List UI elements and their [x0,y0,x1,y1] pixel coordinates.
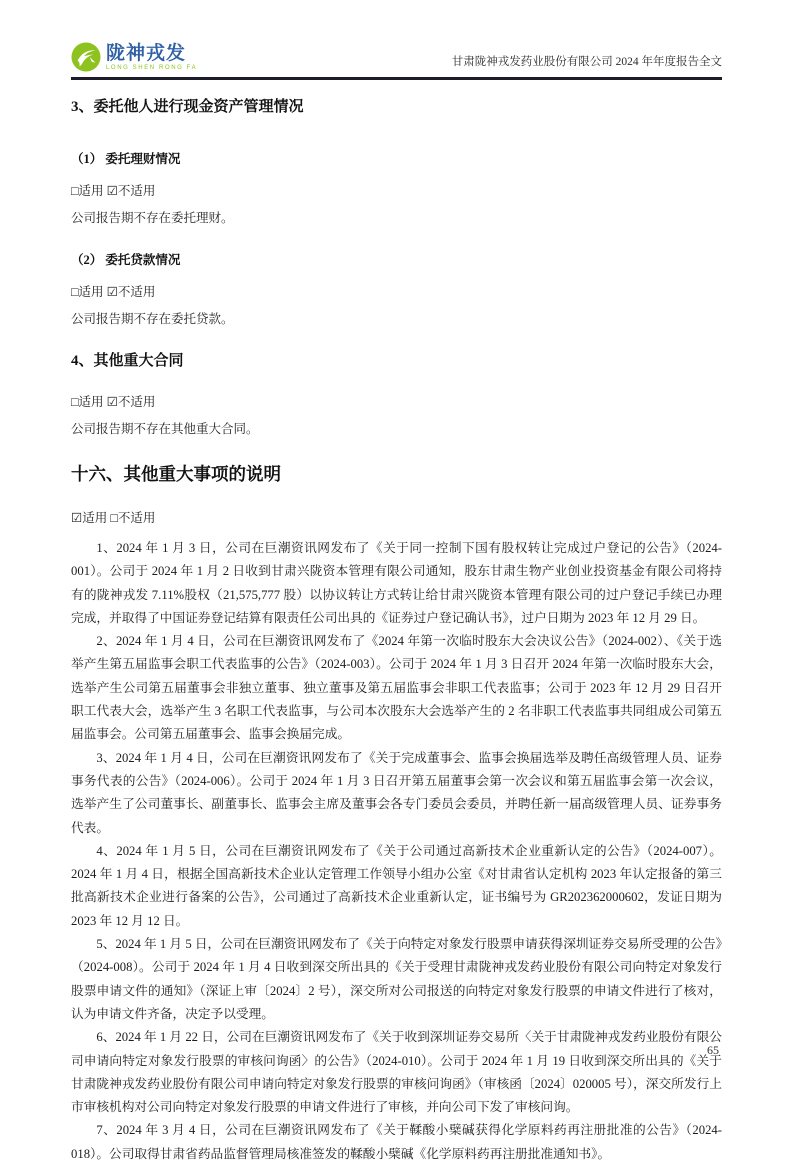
paragraph: 5、2024 年 1 月 5 日，公司在巨潮资讯网发布了《关于向特定对象发行股票申请获得深圳证券交易所受理的公告》（2024-008）。公司于 2024 年 1 月 4 日收到深交所出具的《关于受理甘肃陇神戎发药业股份有限公司向特定对象发行股票申请文件的通知》（深证上审〔2024〕2 号），深交所对公司报送的向特定对象发行股票的申请文件进行了核对，认为申请文件齐备，决定予以受理。 [71,937,722,1021]
section-3-1-note: 公司报告期不存在委托理财。 [71,211,234,225]
section-3-1-heading: （1） 委托理财情况 [71,152,181,166]
paragraph: 4、2024 年 1 月 5 日，公司在巨潮资讯网发布了《关于公司通过高新技术企业重新认定的公告》（2024-007）。2024 年 1 月 4 日，根据全国高新技术企业认定管理工作领导小组办公室《对甘肃省认定机构 2023 年认定报备的第三批高新技术企业进行备案的公告》，公司通过了高新技术企业重新认定，证书编号为 GR202362000602，发证日期为 2023 年 12 月 12 日。 [71,843,722,928]
paragraph: 1、2024 年 1 月 3 日，公司在巨潮资讯网发布了《关于同一控制下国有股权转让完成过户登记的公告》（2024-001）。公司于 2024 年 1 月 2 日收到甘肃兴陇资本管理有限公司通知，股东甘肃生物产业创业投资基金有限公司将持有的陇神戎发 7.11%股权（21,575,777 股）以协议转让方式转让给甘肃兴陇资本管理有限公司的过户登记手续已办理完成，并取得了中国证券登记结算有限责任公司出具的《证券过户登记确认书》，过户日期为 2023 年 12 月 29 日。 [71,541,722,625]
brand-name-en: LONG SHEN RONG FA [106,64,198,71]
paragraph: 7、2024 年 3 月 4 日，公司在巨潮资讯网发布了《关于鞣酸小檗碱获得化学原料药再注册批准的公告》（2024-018）。公司取得甘肃省药品监督管理局核准签发的鞣酸小檗碱《化学原料药再注册批准通知书》。 [71,1123,722,1161]
brand-wordmark [106,44,197,71]
paragraph: 3、2024 年 1 月 4 日，公司在巨潮资讯网发布了《关于完成董事会、监事会换届选举及聘任高级管理人员、证券事务代表的公告》（2024-006）。公司于 2024 年 1 月 3 日召开第五届董事会第一次会议和第五届监事会第一次会议，选举产生了公司董事长、副董事长、监事会主席及董事会各专门委员会委员，并聘任新一届高级管理人员、证券事务代表。 [71,750,722,835]
section-3-2-applicability: □适用 ☑不适用 [71,285,156,299]
section-3-heading: 3、委托他人进行现金资产管理情况 [71,99,304,115]
page-number: 65 [707,1043,719,1057]
section-4-applicability: □适用 ☑不适用 [71,395,156,409]
section-16-heading: 十六、其他重大事项的说明 [71,464,281,484]
brand-name-cn: 陇神戎发 [106,42,187,64]
company-logo [71,42,197,72]
brand-logo-icon [71,42,101,72]
section-3-2-heading: （2） 委托贷款情况 [71,253,181,267]
section-16-applicability: ☑适用 □不适用 [71,511,156,525]
paragraph: 6、2024 年 1 月 22 日，公司在巨潮资讯网发布了《关于收到深圳证券交易所〈关于甘肃陇神戎发药业股份有限公司申请向特定对象发行股票的审核问询函〉的公告》（2024-010）。公司于 2024 年 1 月 19 日收到深交所出具的《关于甘肃陇神戎发药业股份有限公司申请向特定对象发行股票的审核问询函》（审核函〔2024〕020005 号），深交所发行上市审核机构对公司向特定对象发行股票的申请文件进行了审核，并向公司下发了审核问询。 [71,1030,722,1115]
document-title: 甘肃陇神戎发药业股份有限公司 2024 年年度报告全文 [451,56,722,68]
section-16-body [71,537,722,1166]
section-4-note: 公司报告期不存在其他重大合同。 [71,422,259,436]
section-3-1-applicability: □适用 ☑不适用 [71,184,156,198]
page-header [71,0,722,80]
section-4-heading: 4、其他重大合同 [71,353,184,369]
paragraph: 2、2024 年 1 月 4 日，公司在巨潮资讯网发布了《2024 年第一次临时股东大会决议公告》（2024-002）、《关于选举产生第五届监事会职工代表监事的公告》（2024-003）。公司于 2024 年 1 月 3 日召开 2024 年第一次临时股东大会，选举产生公司第五届董事会非独立董事、独立董事及第五届监事会非职工代表监事；公司于 2023 年 12 月 29 日召开职工代表大会，选举产生 3 名职工代表监事，与公司本次股东大会选举产生的 2 名非职工代表监事共同组成公司第五届监事会。公司第五届董事会、监事会换届完成。 [71,634,722,742]
section-3-2-note: 公司报告期不存在委托贷款。 [71,312,234,326]
